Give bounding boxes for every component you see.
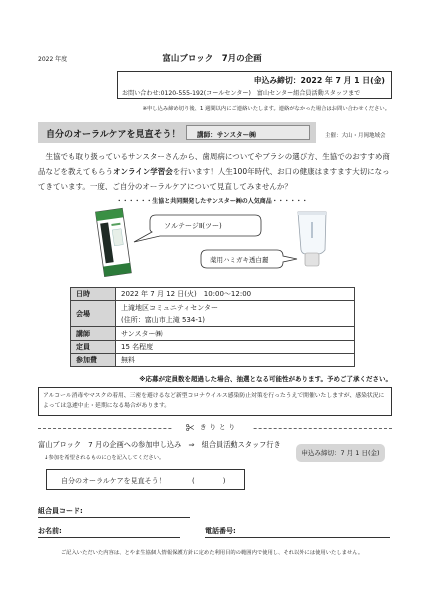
event-details-table: [70, 287, 355, 367]
lecturer-value: サンスター㈱: [121, 329, 163, 338]
contact-box: [117, 71, 392, 99]
lecturer-label: 講師：サンスター㈱: [197, 131, 256, 139]
products-heading: ・・・・・・生協と共同開発したサンスター㈱の人気商品・・・・・・: [116, 198, 308, 205]
tube-cap: [305, 253, 319, 266]
row-label-venue: 会場: [71, 301, 116, 327]
organizer-label: 主催：大山・月岡地域会: [325, 133, 386, 139]
event-description: [38, 149, 394, 194]
cut-line-text: きりとり: [200, 423, 238, 431]
lottery-notice: ※応募が定員数を超過した場合、抽選となる可能性があります。予めご了承ください。: [139, 375, 392, 383]
product-callout-2-label: 薬用ハミガキ透白麗: [210, 256, 269, 264]
product-callout-1-label: ソルテージⅡ(ツー): [164, 222, 222, 230]
post-deadline-notice: ※申し込み締め切り後、1 週間以内にご連絡いたします。連絡がなかった場合はお問い合わせください。: [142, 106, 390, 112]
row-value-capacity: [116, 341, 355, 354]
option-label: 自分のオーラルケアを見直そう！: [61, 477, 166, 485]
phone-label: 電話番号:: [205, 527, 236, 535]
form-instruction: ↓参加を希望されるものに○を記入してください。: [44, 455, 165, 461]
row-value-lecturer: [116, 327, 355, 341]
row-label-datetime: 日時: [71, 288, 116, 301]
fiscal-year: 2022 年度: [38, 56, 68, 63]
name-field: [38, 537, 180, 538]
cut-line-label: [172, 422, 252, 431]
event-title: 自分のオーラルケアを見直そう！: [46, 130, 181, 140]
table-row: [71, 288, 355, 301]
venue-address: (住所：富山市上滝 534-1): [121, 315, 206, 324]
description-text-2: を行います！人生100年時代、お口の健康はますます大切になってきています。一度、ご自分のオーラルケアについて見直してみませんか？: [38, 167, 390, 191]
member-code-label: 組合員コード:: [38, 507, 83, 515]
row-value-datetime: [116, 288, 355, 301]
page-title: 富山ブロック 7月の企画: [162, 54, 262, 64]
table-row: [71, 354, 355, 367]
solteage-product-image: [96, 208, 132, 276]
form-deadline-badge: 申込み締切：7 月 1 日(金): [296, 444, 385, 462]
application-deadline: 申込み締切：2022 年 7 月 1 日(金): [253, 76, 385, 85]
event-title-bar: [38, 122, 316, 143]
product-box-stripe-2: [112, 229, 123, 246]
row-label-fee: 参加費: [71, 354, 116, 367]
option-mark-field: ( ): [192, 477, 226, 485]
description-emphasis: オンライン学習会: [113, 167, 173, 176]
table-row: [71, 341, 355, 354]
tube-label-mark: [311, 222, 313, 238]
event-option-box: [46, 469, 245, 490]
toothpaste-tube-image: [298, 212, 326, 266]
tube-crimp: [298, 212, 326, 215]
row-value-fee: [116, 354, 355, 367]
inquiry-contact: お問い合わせ:0120-555-192(コールセンター) 富山センター組合員活動スタッフまで: [122, 90, 361, 97]
capacity-value: 15 名程度: [121, 343, 154, 351]
privacy-note: ご記入いただいた内容は、とやま生協個人情報保護方針に定めた利用目的の範囲内で使用し、それ以外には使用いたしません。: [60, 550, 364, 556]
table-row: [71, 301, 355, 327]
name-label: お名前:: [38, 527, 62, 535]
phone-field: [205, 537, 390, 538]
row-value-venue: [116, 301, 355, 327]
description-text-1: 生協でも取り扱っているサンスターさんから、歯周病についてやブラシの選び方、生協でのおすすめ商品などを教えてもらう: [38, 152, 390, 176]
covid-notice-box: [38, 387, 392, 416]
member-code-field: [38, 517, 190, 518]
fee-value: 無料: [121, 356, 135, 364]
table-row: [71, 327, 355, 341]
scissors-icon: [186, 424, 194, 431]
venue-name: 上滝地区コミュニティセンター: [121, 303, 219, 312]
form-heading: 富山ブロック 7 月の企画への参加申し込み ⇒ 組合員活動スタッフ行き: [38, 440, 281, 449]
row-label-capacity: 定員: [71, 341, 116, 354]
covid-notice: アルコール消毒やマスクの着用、三密を避けるなど新型コロナウイルス感染防止対策を行ったうえで開催いたしますが、感染状況によっては急遽中止・延期になる場合があります。: [43, 393, 385, 409]
row-label-lecturer: 講師: [71, 327, 116, 341]
lecturer-badge: [186, 125, 310, 140]
datetime-value: 2022 年 7 月 12 日(火) 10:00～12:00: [121, 290, 252, 298]
